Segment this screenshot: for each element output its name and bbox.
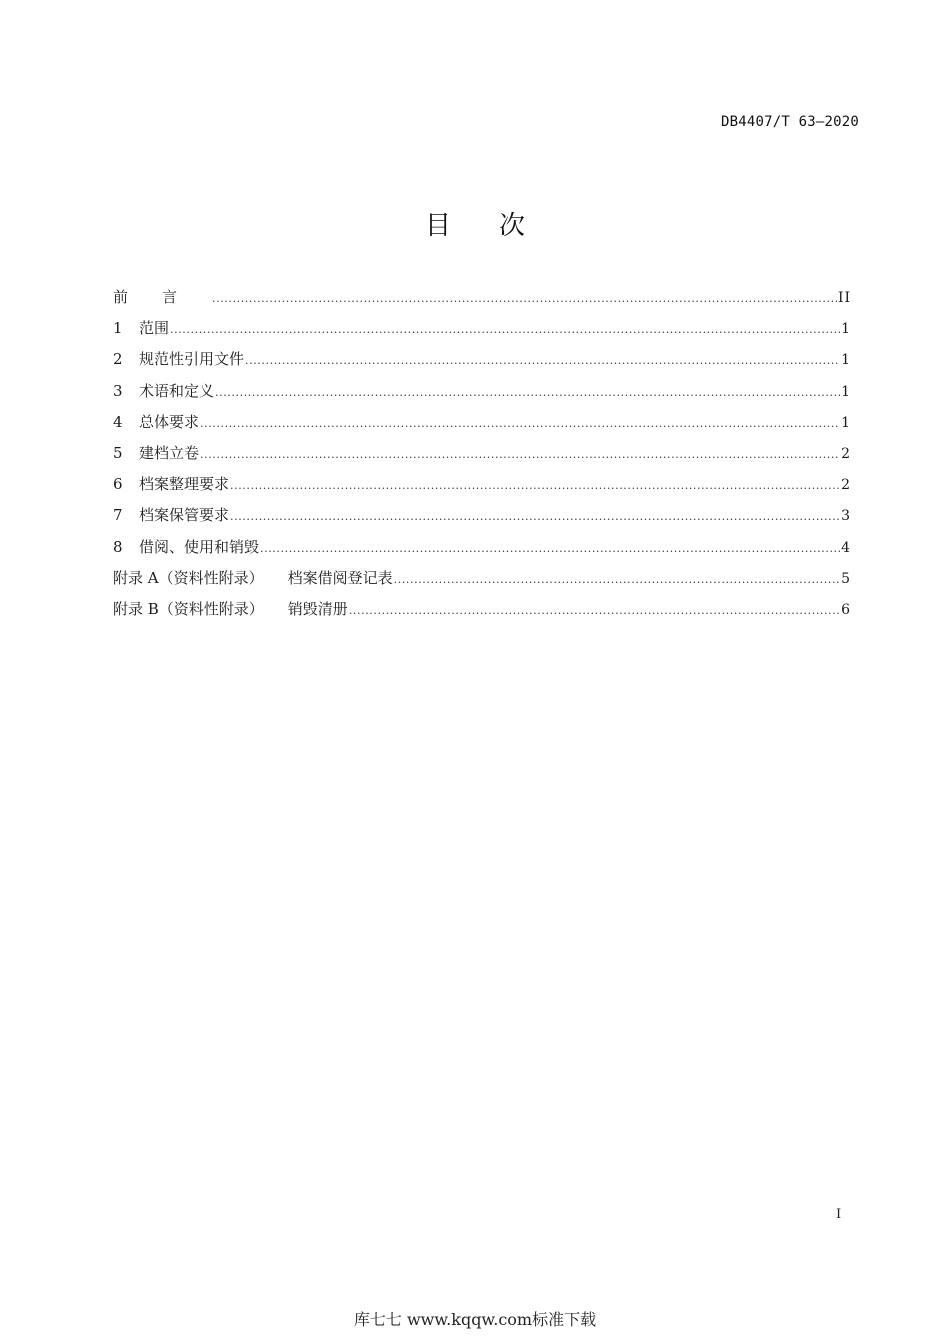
- toc-entry-page: 1: [841, 321, 851, 338]
- footer-watermark: 库七七 www.kqqw.com标准下载: [353, 1310, 597, 1329]
- dot-leader: [212, 288, 837, 310]
- toc-entry-page: 1: [841, 352, 851, 369]
- toc-entry-page: 2: [841, 477, 851, 494]
- toc-entry-label: 术语和定义: [139, 381, 215, 400]
- toc-entry-normative-references[interactable]: [113, 348, 851, 379]
- dot-leader: [230, 475, 840, 497]
- toc-title: 目次: [424, 211, 573, 241]
- toc-entry-number: 4: [113, 412, 123, 431]
- dot-leader: [349, 600, 840, 622]
- toc-entry-label: 前言: [113, 288, 212, 306]
- toc-entry-page: 1: [841, 383, 851, 400]
- toc-entry-page: 3: [841, 508, 851, 525]
- toc-entry-scope[interactable]: [113, 317, 851, 348]
- toc-entry-label: 规范性引用文件: [139, 350, 245, 369]
- toc-entry-foreword[interactable]: [113, 286, 851, 317]
- dot-leader: [215, 382, 840, 404]
- toc-entry-number: 2: [113, 350, 123, 369]
- toc-entry-page: II: [837, 290, 851, 306]
- toc-entry-annex-b[interactable]: [113, 598, 851, 629]
- toc-entry-page: 1: [841, 414, 851, 431]
- dot-leader: [394, 569, 840, 591]
- page-number: I: [836, 1207, 842, 1222]
- toc-entry-annex-label: 附录 B（资料性附录）: [113, 599, 264, 618]
- dot-leader: [170, 319, 840, 341]
- toc-entry-label: 借阅、使用和销毁: [139, 537, 260, 556]
- toc-entry-number: 5: [113, 443, 123, 462]
- toc-entry-label: 档案借阅登记表: [287, 568, 393, 587]
- toc-entry-label: 销毁清册: [287, 599, 348, 618]
- toc-entry-page: 2: [841, 445, 851, 462]
- toc-entry-label: 建档立卷: [139, 443, 200, 462]
- toc-entry-label: 总体要求: [139, 412, 200, 431]
- dot-leader: [260, 538, 840, 560]
- toc-entry-number: 8: [113, 537, 123, 556]
- toc-entry-borrow-use-destroy[interactable]: [113, 536, 851, 567]
- toc-entry-general-requirements[interactable]: [113, 411, 851, 442]
- dot-leader: [230, 506, 840, 528]
- toc-entry-annex-a[interactable]: [113, 567, 851, 598]
- dot-leader: [245, 350, 840, 372]
- dot-leader: [200, 413, 840, 435]
- toc-entry-label: 范围: [139, 319, 170, 338]
- toc-entry-number: 1: [113, 319, 123, 338]
- dot-leader: [200, 444, 840, 466]
- toc-entry-label: 档案整理要求: [139, 475, 230, 494]
- toc-entry-archive-storage[interactable]: [113, 504, 851, 535]
- toc-entry-terms-definitions[interactable]: [113, 380, 851, 411]
- toc-entry-archive-organization[interactable]: [113, 473, 851, 504]
- toc-entry-number: 3: [113, 381, 123, 400]
- table-of-contents: [113, 286, 851, 629]
- toc-entry-annex-label: 附录 A（资料性附录）: [113, 568, 264, 587]
- toc-entry-number: 6: [113, 475, 123, 494]
- toc-entry-label: 档案保管要求: [139, 506, 230, 525]
- toc-entry-page: 5: [841, 570, 851, 587]
- toc-entry-filing[interactable]: [113, 442, 851, 473]
- toc-entry-number: 7: [113, 506, 123, 525]
- toc-entry-page: 6: [841, 601, 851, 618]
- toc-entry-page: 4: [841, 539, 851, 556]
- document-code: DB4407/T 63—2020: [720, 114, 859, 130]
